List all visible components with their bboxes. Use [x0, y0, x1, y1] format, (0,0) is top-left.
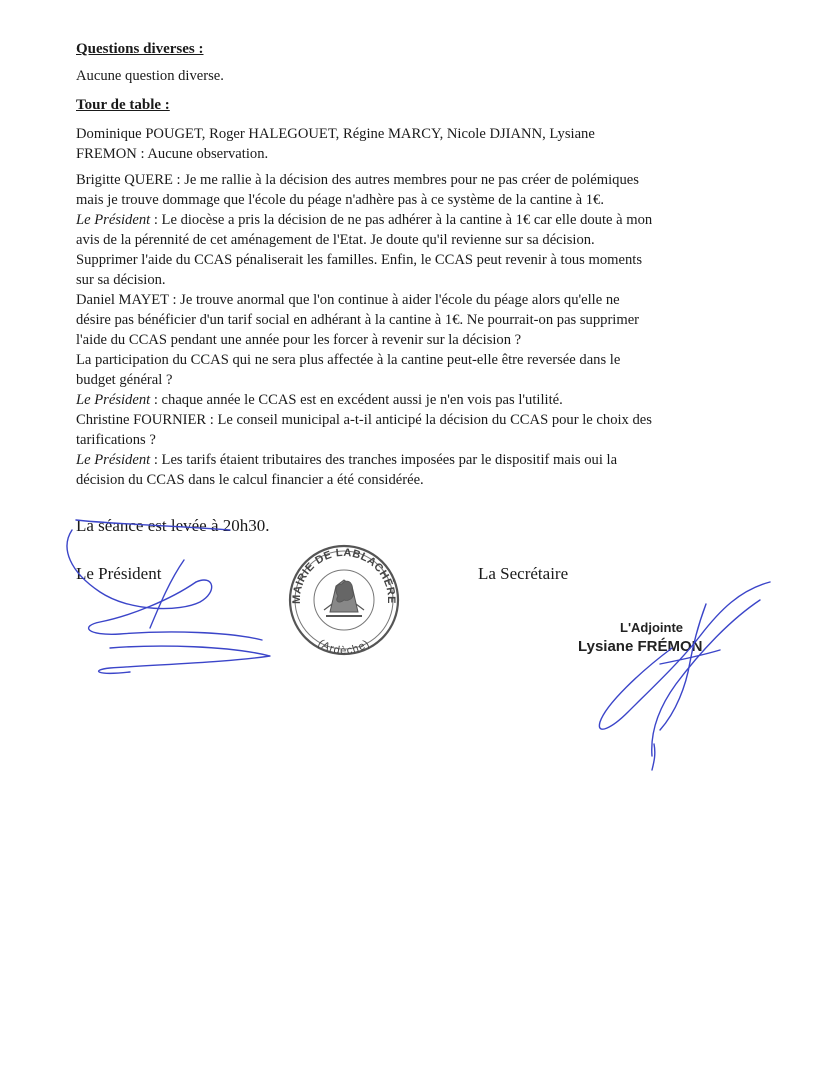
quere-line-1: Brigitte QUERE : Je me rallie à la décision des autres membres pour ne pas créer de polémiques	[76, 172, 639, 188]
seal-bottom-text: (Ardèche)	[315, 637, 373, 658]
mayet-line-4: La participation du CCAS qui ne sera plus affectée à la cantine peut-elle être reversée dans le	[76, 352, 621, 368]
president-reply-1-line-2: avis de la pérennité de cet aménagement de l'Etat. Je doute qu'il revienne sur sa décision.	[76, 232, 595, 248]
closing-statement: La séance est levée à 20h30.	[76, 516, 270, 535]
attendees-line-2: FREMON : Aucune observation.	[76, 146, 269, 162]
secretary-signature	[599, 582, 770, 770]
adjointe-name: Lysiane FRÉMON	[578, 638, 703, 655]
questions-line: Aucune question diverse.	[76, 68, 224, 84]
mayet-line-2: désire pas bénéficier d'un tarif social en adhérant à la cantine à 1€. Ne pourrait-on pas supprimer	[76, 312, 640, 328]
tour-heading: Tour de table :	[76, 97, 170, 113]
president-reply-3-line-2: décision du CCAS dans le calcul financier a été considérée.	[76, 472, 424, 488]
questions-heading: Questions diverses :	[76, 41, 204, 57]
fournier-line-2: tarifications ?	[76, 432, 156, 448]
president-reply-1-line-4: sur sa décision.	[76, 272, 166, 288]
president-reply-2-text: : chaque année le CCAS est en excédent aussi je n'en vois pas l'utilité.	[150, 392, 563, 408]
attendees-line-1: Dominique POUGET, Roger HALEGOUET, Régine MARCY, Nicole DJIANN, Lysiane	[76, 126, 595, 142]
fournier-line-1: Christine FOURNIER : Le conseil municipal a-t-il anticipé la décision du CCAS pour le choix des	[76, 412, 652, 428]
president-speaker: Le Président	[76, 212, 151, 228]
secretary-label: La Secrétaire	[478, 564, 569, 583]
president-speaker: Le Président	[76, 392, 151, 408]
seal-top-text: MAIRIE DE LABLACHÈRE	[290, 546, 398, 605]
president-speaker: Le Président	[76, 452, 151, 468]
mayet-line-3: l'aide du CCAS pendant une année pour les forcer à revenir sur la décision ?	[76, 332, 522, 348]
president-reply-1-text: : Le diocèse a pris la décision de ne pas adhérer à la cantine à 1€ car elle doute à mon	[150, 212, 653, 228]
adjointe-title: L'Adjointe	[620, 620, 684, 635]
president-reply-3-text: : Les tarifs étaient tributaires des tranches imposées par le dispositif mais oui la	[150, 452, 618, 468]
mayet-line-1: Daniel MAYET : Je trouve anormal que l'on continue à aider l'école du péage alors qu'elle ne	[76, 292, 620, 308]
president-signature	[67, 520, 270, 673]
mayet-line-5: budget général ?	[76, 372, 173, 388]
president-reply-1-line-3: Supprimer l'aide du CCAS pénaliserait les familles. Enfin, le CCAS peut revenir à tous moments	[76, 252, 643, 268]
quere-line-2: mais je trouve dommage que l'école du péage n'adhère pas à ce système de la cantine à 1€.	[76, 192, 604, 208]
president-label: Le Président	[76, 564, 162, 583]
